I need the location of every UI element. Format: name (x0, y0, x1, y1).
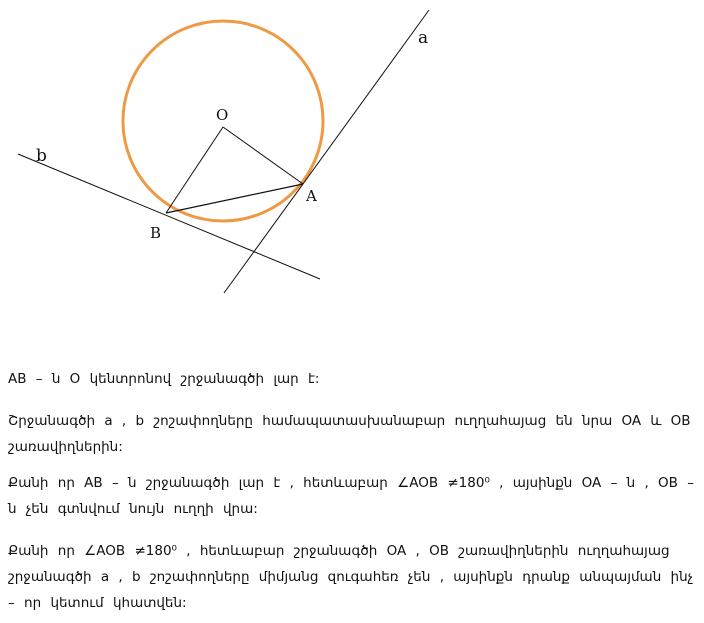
paragraph-4: Քանի որ ∠AOB ≠180⁰ , հետևաբար շրջանագծի OA , OB շառավիղներին ուղղահայաց շրջանագծի a , b շոշափողները միմյանց զուգահեռ չեն , այսինքն դրանք անպայման ինչ – որ կետում կհատվեն: (8, 543, 694, 611)
radius-OA (223, 127, 303, 184)
label-line-a: a (418, 28, 429, 48)
label-O: O (216, 106, 229, 124)
label-B: B (150, 224, 162, 242)
tangent-line-a (224, 10, 429, 293)
chord-AB (166, 184, 303, 213)
label-line-b: b (36, 146, 47, 166)
label-A: A (306, 187, 317, 205)
radius-OB (166, 127, 223, 213)
paragraph-3: Քանի որ AB – ն շրջանագծի լար է , հետևաբար ∠AOB ≠180⁰ , այսինքն OA – ն , OB – ն չեն գտնվում նույն ուղղի վրա: (8, 475, 694, 517)
paragraph-2: Շրջանագծի a , b շոշափողները համապատասխանաբար ուղղահայաց են նրա OA և OB շառավիղներին: (8, 413, 691, 455)
tangent-line-b (18, 154, 320, 279)
geometry-figure (0, 0, 704, 300)
paragraph-1: AB – ն O կենտրոնով շրջանագծի լար է: (8, 371, 320, 387)
